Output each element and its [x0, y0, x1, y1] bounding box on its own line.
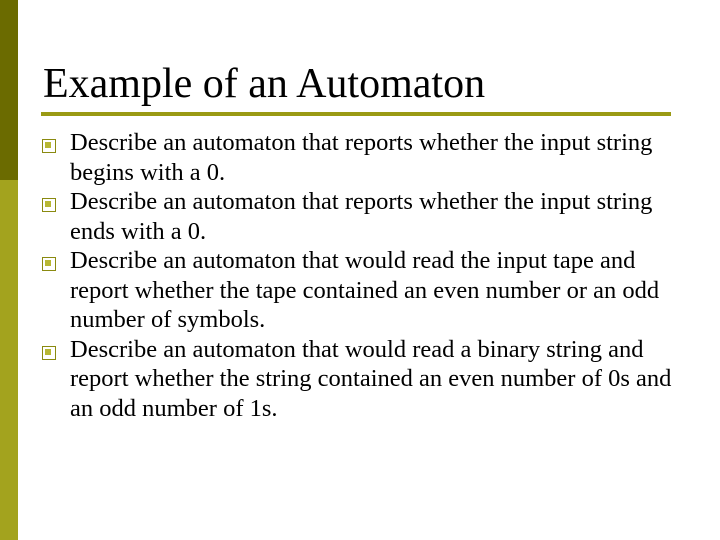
- bullet-list: [42, 128, 692, 423]
- square-bullet-icon: [42, 346, 56, 360]
- left-accent-bar-top: [0, 0, 18, 180]
- list-item: [42, 246, 692, 335]
- bullet-text: Describe an automaton that would read the input tape and report whether the tape contained an even number or an odd number of symbols.: [70, 247, 660, 333]
- square-bullet-icon: [42, 257, 56, 271]
- square-bullet-icon: [42, 139, 56, 153]
- bullet-text: Describe an automaton that reports whether the input string begins with a 0.: [70, 129, 653, 186]
- square-bullet-icon: [42, 198, 56, 212]
- title-underline: [41, 112, 671, 116]
- bullet-text: Describe an automaton that reports whether the input string ends with a 0.: [70, 188, 653, 245]
- bullet-text: Describe an automaton that would read a binary string and report whether the string contained an even number of 0s and an odd number of 1s.: [70, 335, 672, 422]
- left-accent-bar-bottom: [0, 180, 18, 540]
- list-item: [42, 187, 692, 246]
- list-item: [42, 128, 692, 187]
- list-item: [42, 335, 692, 424]
- slide-title: Example of an Automaton: [43, 61, 486, 107]
